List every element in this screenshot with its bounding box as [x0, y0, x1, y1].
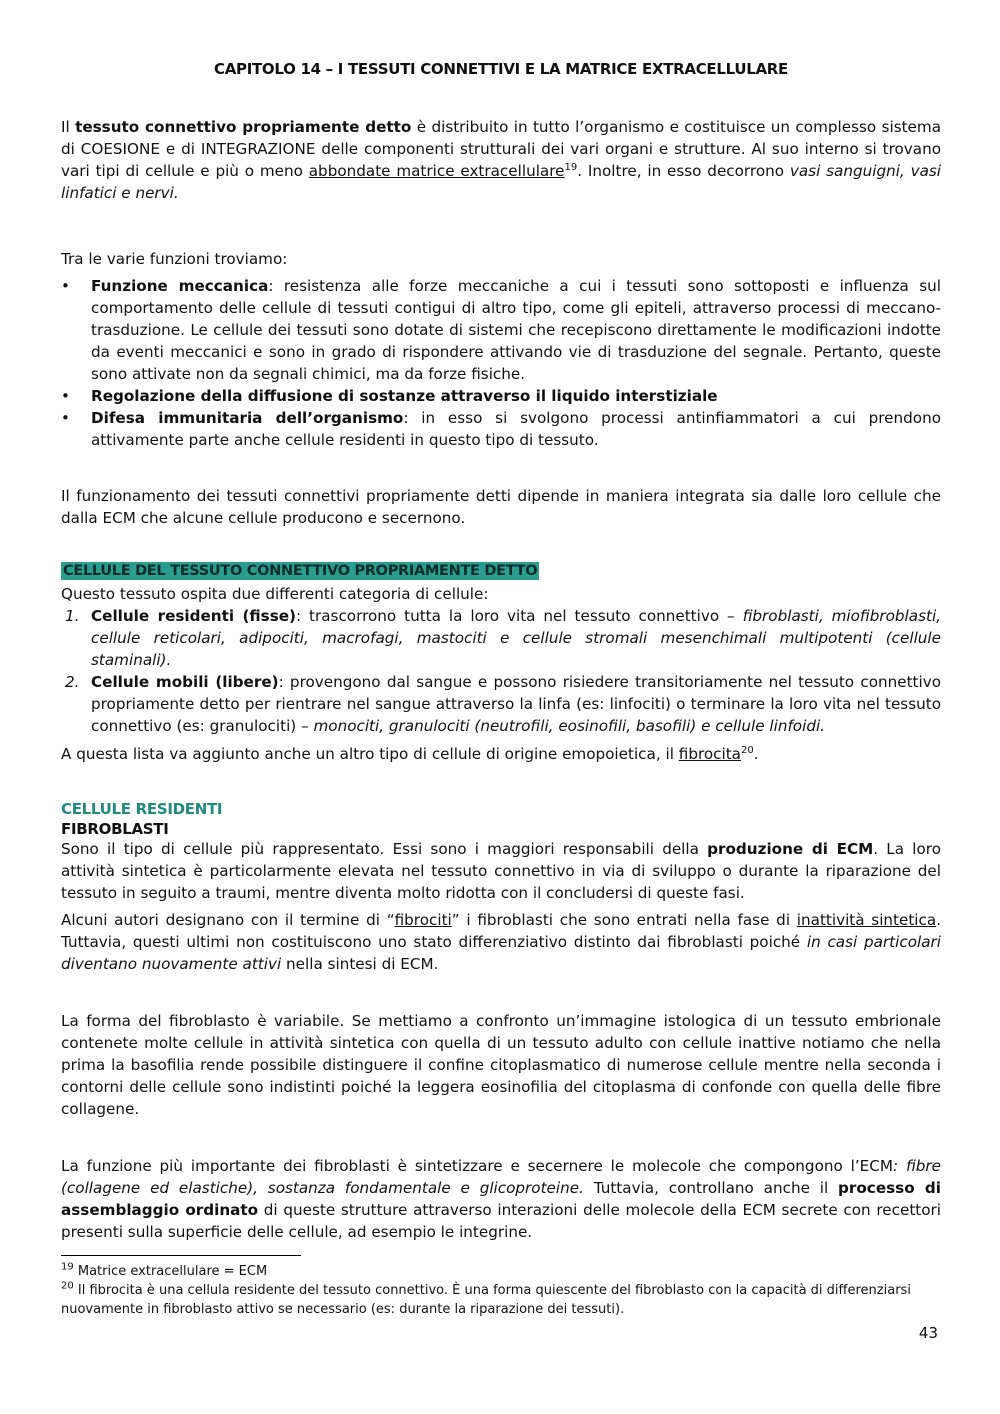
list-item [61, 605, 941, 671]
text-run: : in esso si svolgono processi antinfiammatori a cui prendono attivamente parte anche cellule residenti in questo tipo di tessuto. [91, 409, 941, 449]
text-run: La funzione più importante dei fibroblasti è sintetizzare e secernere le molecole che compongono l’ECM [61, 1157, 893, 1175]
bold-term: Cellule residenti (fisse) [91, 607, 296, 625]
footnote-ref-20: 20 [741, 744, 754, 756]
text-run: . La loro attività sintetica è particolarmente elevata nel tessuto connettivo in via di sviluppo o durante la riparazione del tessuto in seguito a traumi, mentre diventa molto ridotta con il concludersi di queste fasi. [61, 840, 941, 902]
text-run: : trascorrono tutta la loro vita nel tessuto connettivo – [295, 607, 743, 625]
italic-term: in casi particolari diventano nuovamente attivi [61, 933, 941, 973]
footnote-20 [61, 1281, 931, 1319]
text-run: . Inoltre, in esso decorrono [577, 162, 790, 180]
list-item [61, 275, 941, 385]
section-heading-resident: CELLULE RESIDENTI [61, 800, 223, 818]
fibroblasts-paragraph-4 [61, 1155, 941, 1243]
bold-term: Difesa immunitaria dell’organismo [91, 409, 404, 427]
bold-term: Funzione meccanica [91, 277, 269, 295]
italic-term: vasi sanguigni, vasi linfatici e nervi. [61, 162, 942, 202]
text-run: nella sintesi di ECM. [281, 955, 439, 973]
italic-term: monociti, granulociti (neutrofili, eosinofili, basofili) e cellule linfoidi. [313, 717, 826, 735]
text-run: di queste strutture attraverso interazioni delle molecole della ECM secrete con recettori presenti sulla superficie delle cellule, ad esempio le integrine. [61, 1201, 941, 1241]
text-run: : resistenza alle forze meccaniche a cui i tessuti sono sottoposti e influenza sul comportamento delle cellule di tessuti contigui di altro tipo, come gli epiteli, attraverso processi di meccano-trasduzione. Le cellule dei tessuti sono dotate di sistemi che recepiscono direttamente le modificazioni indotte da eventi meccanici e sono in grado di rispondere attivando vie di trasduzione del segnale. Pertanto, queste sono attivate non da segnali chimici, ma da forze fisiche. [91, 277, 941, 383]
footnote-text: Il fibrocita è una cellula residente del tessuto connettivo. È una forma quiescente del fibroblasto con la capacità di differenziarsi nuovamente in fibroblasto attivo se necessario (es: durante la riparazione dei tessuti). [61, 1283, 911, 1317]
footnote-number: 19 [61, 1261, 74, 1273]
underlined-term: abbondate matrice extracellulare [308, 162, 565, 180]
list-item [61, 385, 941, 407]
text-run: è distribuito in tutto l’organismo e costituisce un complesso sistema di COESIONE e di INTEGRAZIONE delle componenti strutturali dei vari organi e strutture. Al suo interno si trovano vari tipi di cellule e più o meno [61, 118, 942, 180]
chapter-title: CAPITOLO 14 – I TESSUTI CONNETTIVI E LA MATRICE EXTRACELLULARE [214, 60, 788, 78]
section-heading-cells: CELLULE DEL TESSUTO CONNETTIVO PROPRIAMENTE DETTO [63, 563, 538, 579]
italic-term: : fibre (collagene ed elastiche), sostanza fondamentale e glicoproteine. [61, 1157, 941, 1197]
intro-paragraph [61, 116, 941, 204]
bold-term: processo di assemblaggio ordinato [61, 1179, 941, 1219]
text-run: Il [61, 118, 76, 136]
bold-term: Cellule mobili (libere) [91, 673, 279, 691]
footnote-number: 20 [61, 1280, 74, 1292]
text-run: Sono il tipo di cellule più rappresentato. Essi sono i maggiori responsabili della [61, 840, 708, 858]
text-run: . Tuttavia, questi ultimi non costituiscono uno stato differenziativo distinto dai fibroblasti poiché [61, 911, 942, 951]
subheading-fibroblasti: FIBROBLASTI [61, 820, 169, 838]
document-page [61, 60, 941, 1243]
list-item [61, 671, 941, 737]
text-run: ” i fibroblasti che sono entrati nella fase di [451, 911, 797, 929]
text-run: Alcuni autori designano con il termine di “ [61, 911, 395, 929]
footnote-ref-19: 19 [564, 161, 578, 173]
text-run: A questa lista va aggiunto anche un altro tipo di cellule di origine emopoietica, il [61, 745, 679, 763]
bold-term: Regolazione della diffusione di sostanze attraverso il liquido interstiziale [91, 387, 718, 405]
functions-intro: Tra le varie funzioni troviamo: [61, 250, 288, 268]
list-number: 1. [65, 607, 80, 625]
section-heading-wrapper [61, 560, 941, 580]
list-item [61, 407, 941, 451]
functions-list [61, 275, 941, 451]
footnote-text: Matrice extracellulare = ECM [73, 1264, 268, 1279]
text-run: : provengono dal sangue e possono risiedere transitoriamente nel tessuto connettivo propriamente detto per rientrare nel sangue attraverso la linfa (es: linfociti) o terminare la loro vita nel tessuto connettivo (es: granulociti) – [91, 673, 941, 735]
underlined-term: fibrocita [678, 745, 741, 763]
underlined-term: inattività sintetica [796, 911, 937, 929]
footnote-19 [61, 1262, 931, 1281]
underlined-term: fibrociti [394, 911, 452, 929]
list-number: 2. [65, 673, 80, 691]
bold-term: tessuto connettivo propriamente detto [75, 118, 412, 136]
cells-intro: Questo tessuto ospita due differenti categoria di cellule: [61, 585, 489, 603]
page-number: 43 [918, 1324, 938, 1342]
fibroblasts-paragraph-2 [61, 909, 941, 975]
footnote-separator [61, 1255, 301, 1256]
text-run: . [753, 745, 759, 763]
cell-types-list [61, 605, 941, 737]
function-paragraph: Il funzionamento dei tessuti connettivi propriamente detti dipende in maniera integrata sia dalle loro cellule che dalla ECM che alcune cellule producono e secernono. [61, 487, 941, 527]
bold-term: produzione di ECM [707, 840, 874, 858]
fibroblasts-paragraph-3: La forma del fibroblasto è variabile. Se mettiamo a confronto un’immagine istologica di un tessuto embrionale contenete molte cellule in attività sintetica con quella di un tessuto adulto con cellule inattive notiamo che nella prima la basofilia rende possibile distinguere il confine citoplasmatico di numerose cellule mentre nella seconda i contorni delle cellule sono indistinti poiché la leggera eosinofilia del citoplasma di confonde con quella delle fibre collagene. [61, 1012, 941, 1118]
fibrocita-paragraph [61, 743, 941, 765]
italic-term: fibroblasti, miofibroblasti, cellule reticolari, adipociti, macrofagi, mastociti e cellule stromali mesenchimali multipotenti (cellule staminali). [91, 607, 941, 669]
text-run: Tuttavia, controllano anche il [583, 1179, 839, 1197]
fibroblasts-paragraph-1 [61, 838, 941, 904]
